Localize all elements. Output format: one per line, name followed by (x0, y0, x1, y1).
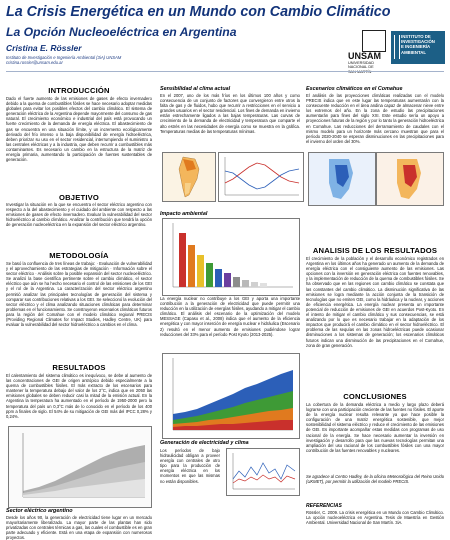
unsam-logo-word: UNSAM (348, 51, 381, 61)
emissions-chart (8, 426, 152, 508)
impact-chart-svg (163, 219, 299, 295)
objective-text: Investigar la situación en la que se encuentra el sector eléctrico argentino con respecto a la del abastecimiento y el cuidado del ambiente con respecto a las emisiones de gases de efecto invernadero. Evaluar la vulnerabilidad del sector hidroeléctrico al cambio climático. Analizar la contribución que tendrá la opción de generación nucleoeléctrica en la expansión del sector eléctrico argentino. (6, 202, 152, 228)
demand-temperature-plot (218, 152, 304, 202)
hydro-line-1 (233, 463, 295, 479)
sensitivity-heading: Sensibilidad al clima actual (160, 86, 231, 92)
methodology-heading: METODOLOGÍA (49, 251, 109, 260)
scenario-map-right (376, 152, 444, 206)
poster-title: La Crisis Energética en un Mundo con Cambio Climático (6, 4, 391, 20)
affiliation-block (6, 55, 121, 65)
generation-area-chart (162, 353, 300, 439)
sensitivity-text: En el 2007, uno de los más fríos en los últimos 100 años y como consecuencia de un conjunto de factores que convergieron entre otros la falta de gas y de fluidos, hubo que recurrir a restricciones en el servicio a grandes usuarios en el sector residencial. Los fines de demanda en invierno están estrechamente ligados a las bajas temperaturas. Las curvas de crecimiento de la demanda de electricidad y temperatura que comparte el alto estrés en las necesidades de energía como se muestra en la gráfica. Temperaturas medias de las temperaturas mínimas. (160, 93, 300, 134)
inst-line4: AMBIENTAL (401, 49, 426, 55)
scenario-map-right-svg (377, 153, 443, 205)
demand-line (225, 163, 299, 183)
sector-heading: Sector eléctrico argentino (6, 508, 73, 514)
hydro-line-chart (226, 448, 300, 496)
references-heading: REFERENCIAS (306, 503, 342, 509)
poster-subtitle: La Opción Nucleoeléctrica en Argentina (6, 25, 237, 39)
hydro-line-2 (233, 475, 295, 483)
scenario-map-left (308, 152, 376, 206)
results-heading: RESULTADOS (52, 363, 106, 372)
methodology-text: Se basó la confluencia de tres líneas de trabajo: · Evaluación de vulnerabilidad y el aprovechamiento de las estrategias de mitigación · Información sobre el sector eléctrico · Análisis sobre la posible expansión del sector nucleoeléctrico. Se analizó la base científica pertinente sobre el cambio climático, el sector eléctrico que aún se ha hecho necesario el control de las emisiones de los GEI y el rol de la Argentina. La caracterización del sector eléctrico argentino permitió analizar las principales tecnologías de generación del sistema y comparar sus contribuciones relativas a los GEI. Se seleccionó la evolución del sector eléctrico y el clima analizando situaciones climáticas para determinar problemas en el funcionamiento. Se construyeron escenarios climáticos futuros para la región del Comahue con el modelo climático regional PRECIS (Providing Regional Climates for Impact Studies, Hadley Centre, UK) para evaluar la vulnerabilidad del sector hidroeléctrico a cambios en el clima. (6, 261, 152, 328)
email: cristina.rossler@unsam.edu.ar (6, 60, 63, 66)
intro-heading: INTRODUCCIÓN (48, 86, 110, 95)
hydro-chart-svg (227, 449, 299, 495)
affiliation: Instituto de Investigación e Ingeniería Ambiental (3iA) UNSAM (6, 55, 122, 60)
bar-6 (224, 273, 231, 287)
institute-logo-text (401, 34, 435, 55)
inst-line2: INVESTIGACIÓN (401, 39, 435, 45)
unsam-line1: UNIVERSIDAD (348, 61, 374, 65)
bar-1 (179, 233, 186, 287)
conclusions-text: La cobertura de la demanda eléctrica a medio y largo plazo deberá lograrse con una participación creciente de las fuentes no fósiles. El aporte de la energía nuclear resulta relevante ya que hace posible la configuración de una matriz energética sostenible, que mejor sostenibilidad el sistema eléctrico y reduce el crecimiento de las emisiones de GEI. Es importante acompañar estas medidas con programas de uso racional de la energía. Se hace necesario aumentar la inversión en investigación y desarrollo para que las nuevas tecnologías permitan una ampliación del uso racional de los combustibles fósiles con una mayor contribución de las fuentes renovables y nucleares. (306, 402, 444, 453)
unsam-logo-mark (362, 30, 386, 52)
bar-3 (197, 255, 204, 287)
title-divider (6, 71, 444, 72)
bar-9 (251, 282, 258, 287)
analysis-text: El crecimiento de la población y el desarrollo económico registrados en Argentina en los últimos años ha generado un aumento de la demanda de energía eléctrica con el consiguiente aumento de las emisiones. Las opciones con la inversión en generación eléctrica con fuentes renovables, y la implementación de reducción de la quema de combustibles fósiles. Se ha observado que en las regiones con cambio climático se constata que las constantes del cambio climático. La disminución significativa de las emisiones se logra mediante la acción conjunta de la transición de tecnologías que no emiten GEI, como la hidráulica y la nuclear, y acciones de eficiencia energética. La energía nuclear presenta un importante potencial de reducción de emisiones de GEI en acuerdos Post-Kyoto. En el intento de mitigar el cambio climático y sus consecuencias, se está analizando por lo que es necesario trabajar en la adaptación de los impactos que producirá el cambio climático en el sector hidroeléctrico. El problema de las sequías en las zonas hidroeléctricas puede ocasionar disminuciones a los sistemas de generación; los escenarios climáticos futuros indican una disminución de las precipitaciones en el Comahue, zona de gran generación. (306, 256, 444, 348)
bar-10 (260, 283, 267, 287)
temperature-line (225, 169, 299, 189)
intro-text: Dado el fuerte aumento de las emisiones de gases de efecto invernadero debido a la quema de combustibles fósiles se hace necesario adoptar medidas globales para evitar los posibles efectos del cambio climático. El sistema de generación eléctrica de la Argentina depende mayormente del consumo de gas natural. El crecimiento económico e industrial del país está provocando un fuerte crecimiento de la demanda de energía eléctrica. El abastecimiento de gas se encuentra en una situación límite, y un incremento ecológicamente derivado del frío intenso o la baja disponibilidad de energía hidroeléctrica, deben priorizar su uso en el sector residencial, interrumpiendo el suministro a las centrales eléctricas y a la industria, que deben recurrir a combustibles más contaminantes. Es necesario un cambio en la estructura de la matriz de energía primaria, aumentando la participación de fuentes sustentables de generación. (6, 96, 152, 163)
impact-bar-chart (162, 218, 300, 296)
bar-8 (242, 280, 249, 287)
demand-plot-svg (219, 153, 303, 201)
inst-line3: E INGENIERÍA (401, 44, 431, 50)
references-text: Rössler, C. 2009. La crisis energética en un Mundo con Cambio Climático. La opción nucleoeléctrica en Argentina. Tesis de Maestría en Gestión Ambiental. Universidad Nacional de San Martín. 3iA. (306, 510, 444, 526)
institute-logo-mark (394, 35, 400, 59)
inst-line1: INSTITUTO DE (401, 34, 431, 39)
scenarios-heading: Escenarios climáticos en el Comahue (306, 86, 403, 92)
emissions-chart-svg (9, 427, 151, 507)
unsam-logo (348, 30, 388, 70)
scenario-map-left-svg (309, 153, 375, 205)
acknowledgement: Se agradece al Centro Hadley, de la oficina Meteorológica del Reino Unido (UKMET), por permitir la utilización del modelo PRECIS. (306, 474, 444, 485)
bar-5 (215, 269, 222, 287)
conclusions-heading: CONCLUSIONES (343, 392, 407, 401)
sector-text: Desde los años 90, la generación de electricidad tiene lugar en un mercado mayoritariamente liberalizado. La mayor parte de las plantas han sido privatizadas con centrales térmicas a gas, las cuales el combustible es en gran parte adecuado y eficiente. Está en una etapa de expansión con numerosos proyectos. (6, 515, 152, 540)
bar-4 (206, 263, 213, 287)
generation-heading: Generación de electricidad y clima (160, 440, 249, 446)
institute-logo (391, 31, 445, 64)
impact-text: La energía nuclear no contribuye a los GEI y aporta una importante contribución a la generación de electricidad que puede permitir una reducción en la utilización de energías fósiles, ayudando a mitigar el cambio climático. El análisis del escenario de la optimización del modelo MESSAGE (Capaso et al., 2008) indica que el aumento de la eficiencia energética y con mayor inserción de energía nuclear e hidráulica (Escenario 2) resultó en el menor aumento de emisiones pudiéndose lograr reducciones del 33% para el período Post Kyoto (2013-2025). (160, 296, 300, 337)
objective-heading: OBJETIVO (59, 193, 99, 202)
bar-7 (233, 277, 240, 287)
generation-chart-svg (163, 354, 299, 438)
analysis-heading: ANALISIS DE LOS RESULTADOS (312, 246, 438, 255)
impact-bars (179, 233, 267, 287)
unsam-line2: NACIONAL DE (348, 65, 374, 70)
author: Cristina E. Rössler (6, 43, 82, 53)
impact-heading: Impacto ambiental (160, 211, 208, 217)
bar-2 (188, 245, 195, 287)
temperature-map (162, 152, 216, 202)
results-text: El calentamiento del sistema climático es inequívoco, se debe al aumento de las concentraciones de GEI de origen antrópico debido especialmente a la quema de combustibles fósiles. El más extracto de los escenarios para mantener la temperatura debajo del valor de los 2°C, indica que en 2050 las emisiones globales se deben reducir casi la mitad de la emisión actual. En la Argentina la temperatura ha aumentado en el período de 1950-2000 pero la temperatura del país un 0,3°C más de lo conocido en el período de los 400 ppm a finales de siglo. El 54% de su mitigación de GEI más del IPCC 0,28% y 0,24%. (6, 373, 152, 419)
temperature-map-svg (163, 153, 215, 201)
generation-text: Los períodos de bajo hidraulicidad obligan a proveer energía con centrales de otro tipo para la producción de energía eléctrica en los momentos en que las mismas no están disponibles. (160, 448, 220, 484)
scenarios-text: El análisis de las proyecciones climáticas realizadas con el modelo PRECIS indica que en este lugar las temperaturas aumentarán con la consecuente reducción en el área andina capaz de almacenar nieve entre los extremos del año. En la zona de estudio las precipitaciones aumentarán para fines del siglo XXI. Este estudio sería un apoyo a proyecciones futuras de la región y por lo tanto la generación hidroeléctrica en Comahue. Las reducciones del derramamiento de caudales con el mismo modelo para un horizonte más cercano muestran que para el período 2020-2040 se esperan disminuciones en las precipitaciones para el invierno del orden del 30%. (306, 93, 444, 144)
